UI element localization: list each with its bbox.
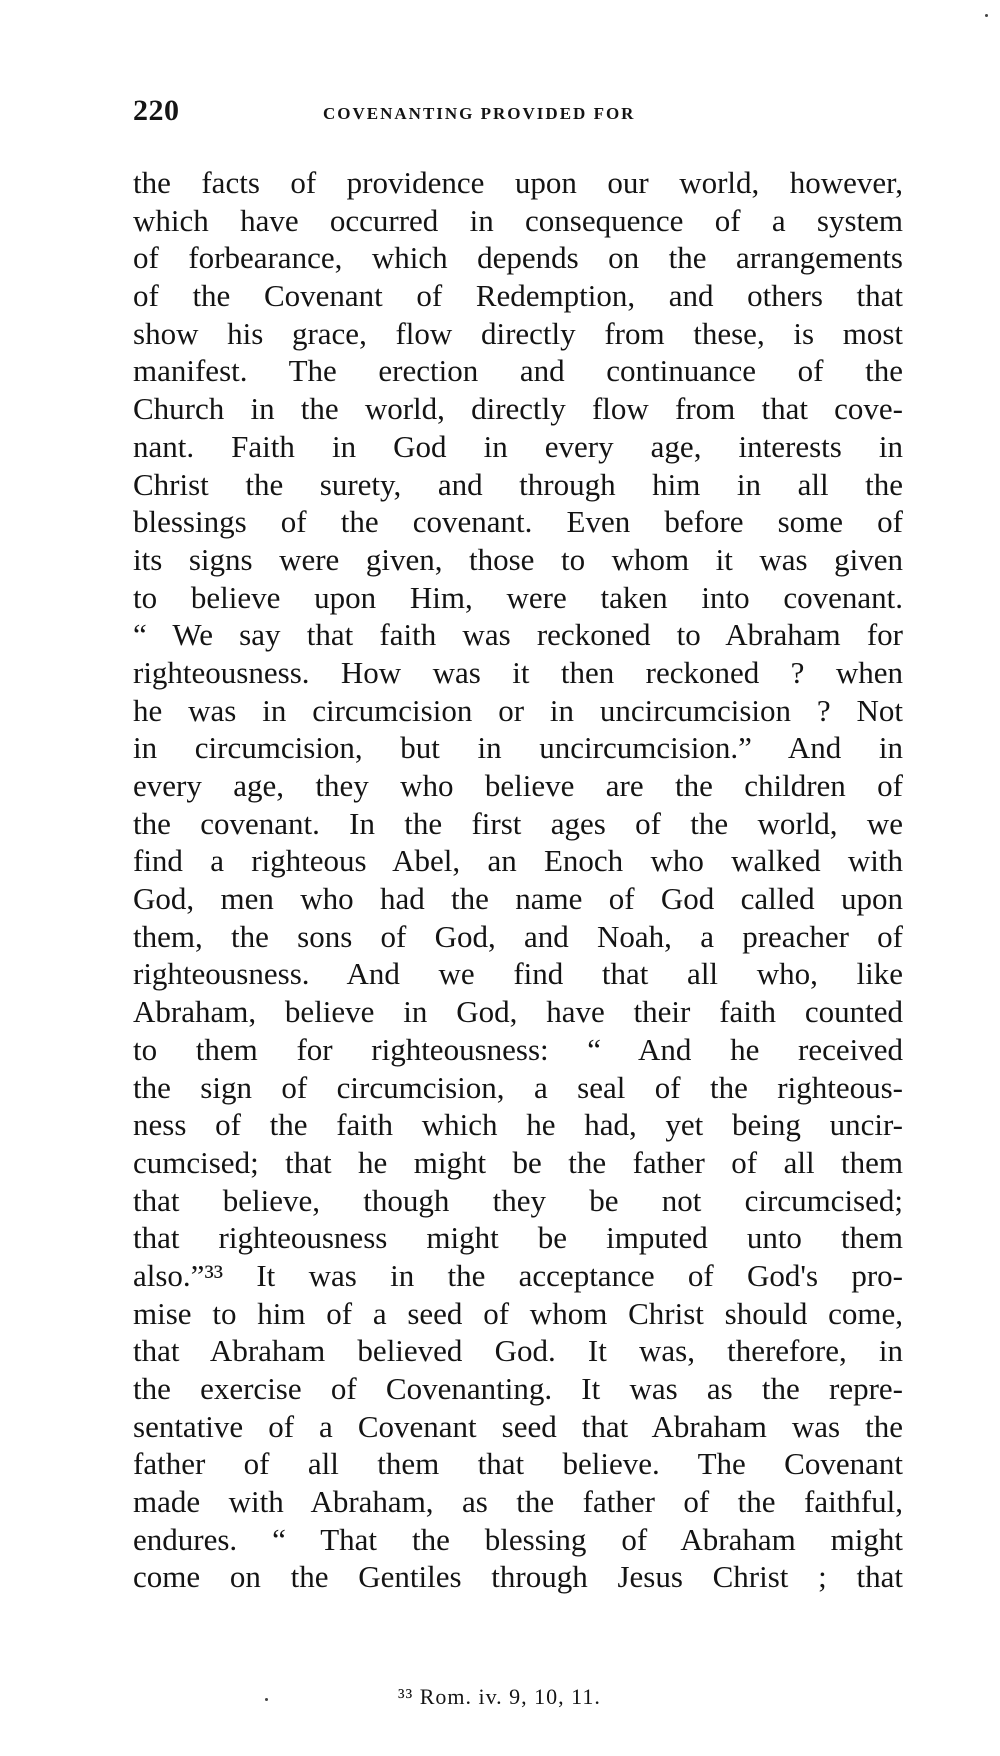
text-line: come on the Gentiles through Jesus Christ ; that [133,1559,903,1595]
text-line: righteousness. How was it then reckoned ? when [133,654,903,690]
text-line: blessings of the covenant. Even before some of [133,504,903,540]
text-line: ness of the faith which he had, yet being uncir- [133,1107,903,1143]
text-line: find a righteous Abel, an Enoch who walked with [133,843,903,879]
text-line: nant. Faith in God in every age, interests in [133,428,903,464]
text-line: endures. “ That the blessing of Abraham might [133,1521,903,1557]
text-line: righteousness. And we find that all who, like [133,956,903,992]
text-line: mise to him of a seed of whom Christ should come, [133,1295,903,1331]
text-line: sentative of a Covenant seed that Abraham was the [133,1408,903,1444]
text-line: father of all them that believe. The Covenant [133,1446,903,1482]
text-line: Church in the world, directly flow from that cove- [133,391,903,427]
text-line: manifest. The erection and continuance of the [133,353,903,389]
footnote: ³³ Rom. iv. 9, 10, 11. [398,1684,601,1709]
text-line: also.”³³ It was in the acceptance of God's pro- [133,1257,903,1293]
text-line: the exercise of Covenanting. It was as the repre- [133,1371,903,1406]
text-line: them, the sons of God, and Noah, a preacher of [133,918,903,954]
text-line: Christ the surety, and through him in all the [133,466,903,502]
page-number: 220 [133,94,180,127]
running-title: COVENANTING PROVIDED FOR [323,104,636,123]
text-line: that believe, though they be not circumcised; [133,1182,903,1218]
text-line: the sign of circumcision, a seal of the righteous- [133,1069,903,1105]
text-line: the covenant. In the first ages of the world, we [133,805,903,841]
text-line: that Abraham believed God. It was, therefore, in [133,1333,903,1369]
print-speck [265,1698,268,1701]
text-line: in circumcision, but in uncircumcision.” And in [133,730,903,766]
body-text [133,164,903,1596]
text-line: the facts of providence upon our world, however, [133,165,903,200]
text-line: “ We say that faith was reckoned to Abraham for [133,617,903,653]
text-line: every age, they who believe are the children of [133,768,903,803]
text-line: that righteousness might be imputed unto them [133,1220,903,1256]
text-line: to them for righteousness: “ And he received [133,1031,903,1067]
text-line: he was in circumcision or in uncircumcision ? Not [133,692,903,728]
text-line: which have occurred in consequence of a system [133,202,903,238]
text-line: of the Covenant of Redemption, and others that [133,278,903,314]
text-line: cumcised; that he might be the father of all them [133,1144,903,1180]
text-line: show his grace, flow directly from these, is most [133,315,903,351]
text-line: to believe upon Him, were taken into covenant. [133,579,903,615]
text-line: God, men who had the name of God called upon [133,881,903,917]
print-speck [985,14,988,17]
page-header [133,94,903,138]
text-line: of forbearance, which depends on the arrangements [133,240,903,276]
text-line: its signs were given, those to whom it was given [133,541,903,577]
text-line: made with Abraham, as the father of the faithful, [133,1484,903,1520]
text-line: Abraham, believe in God, have their faith counted [133,994,903,1030]
